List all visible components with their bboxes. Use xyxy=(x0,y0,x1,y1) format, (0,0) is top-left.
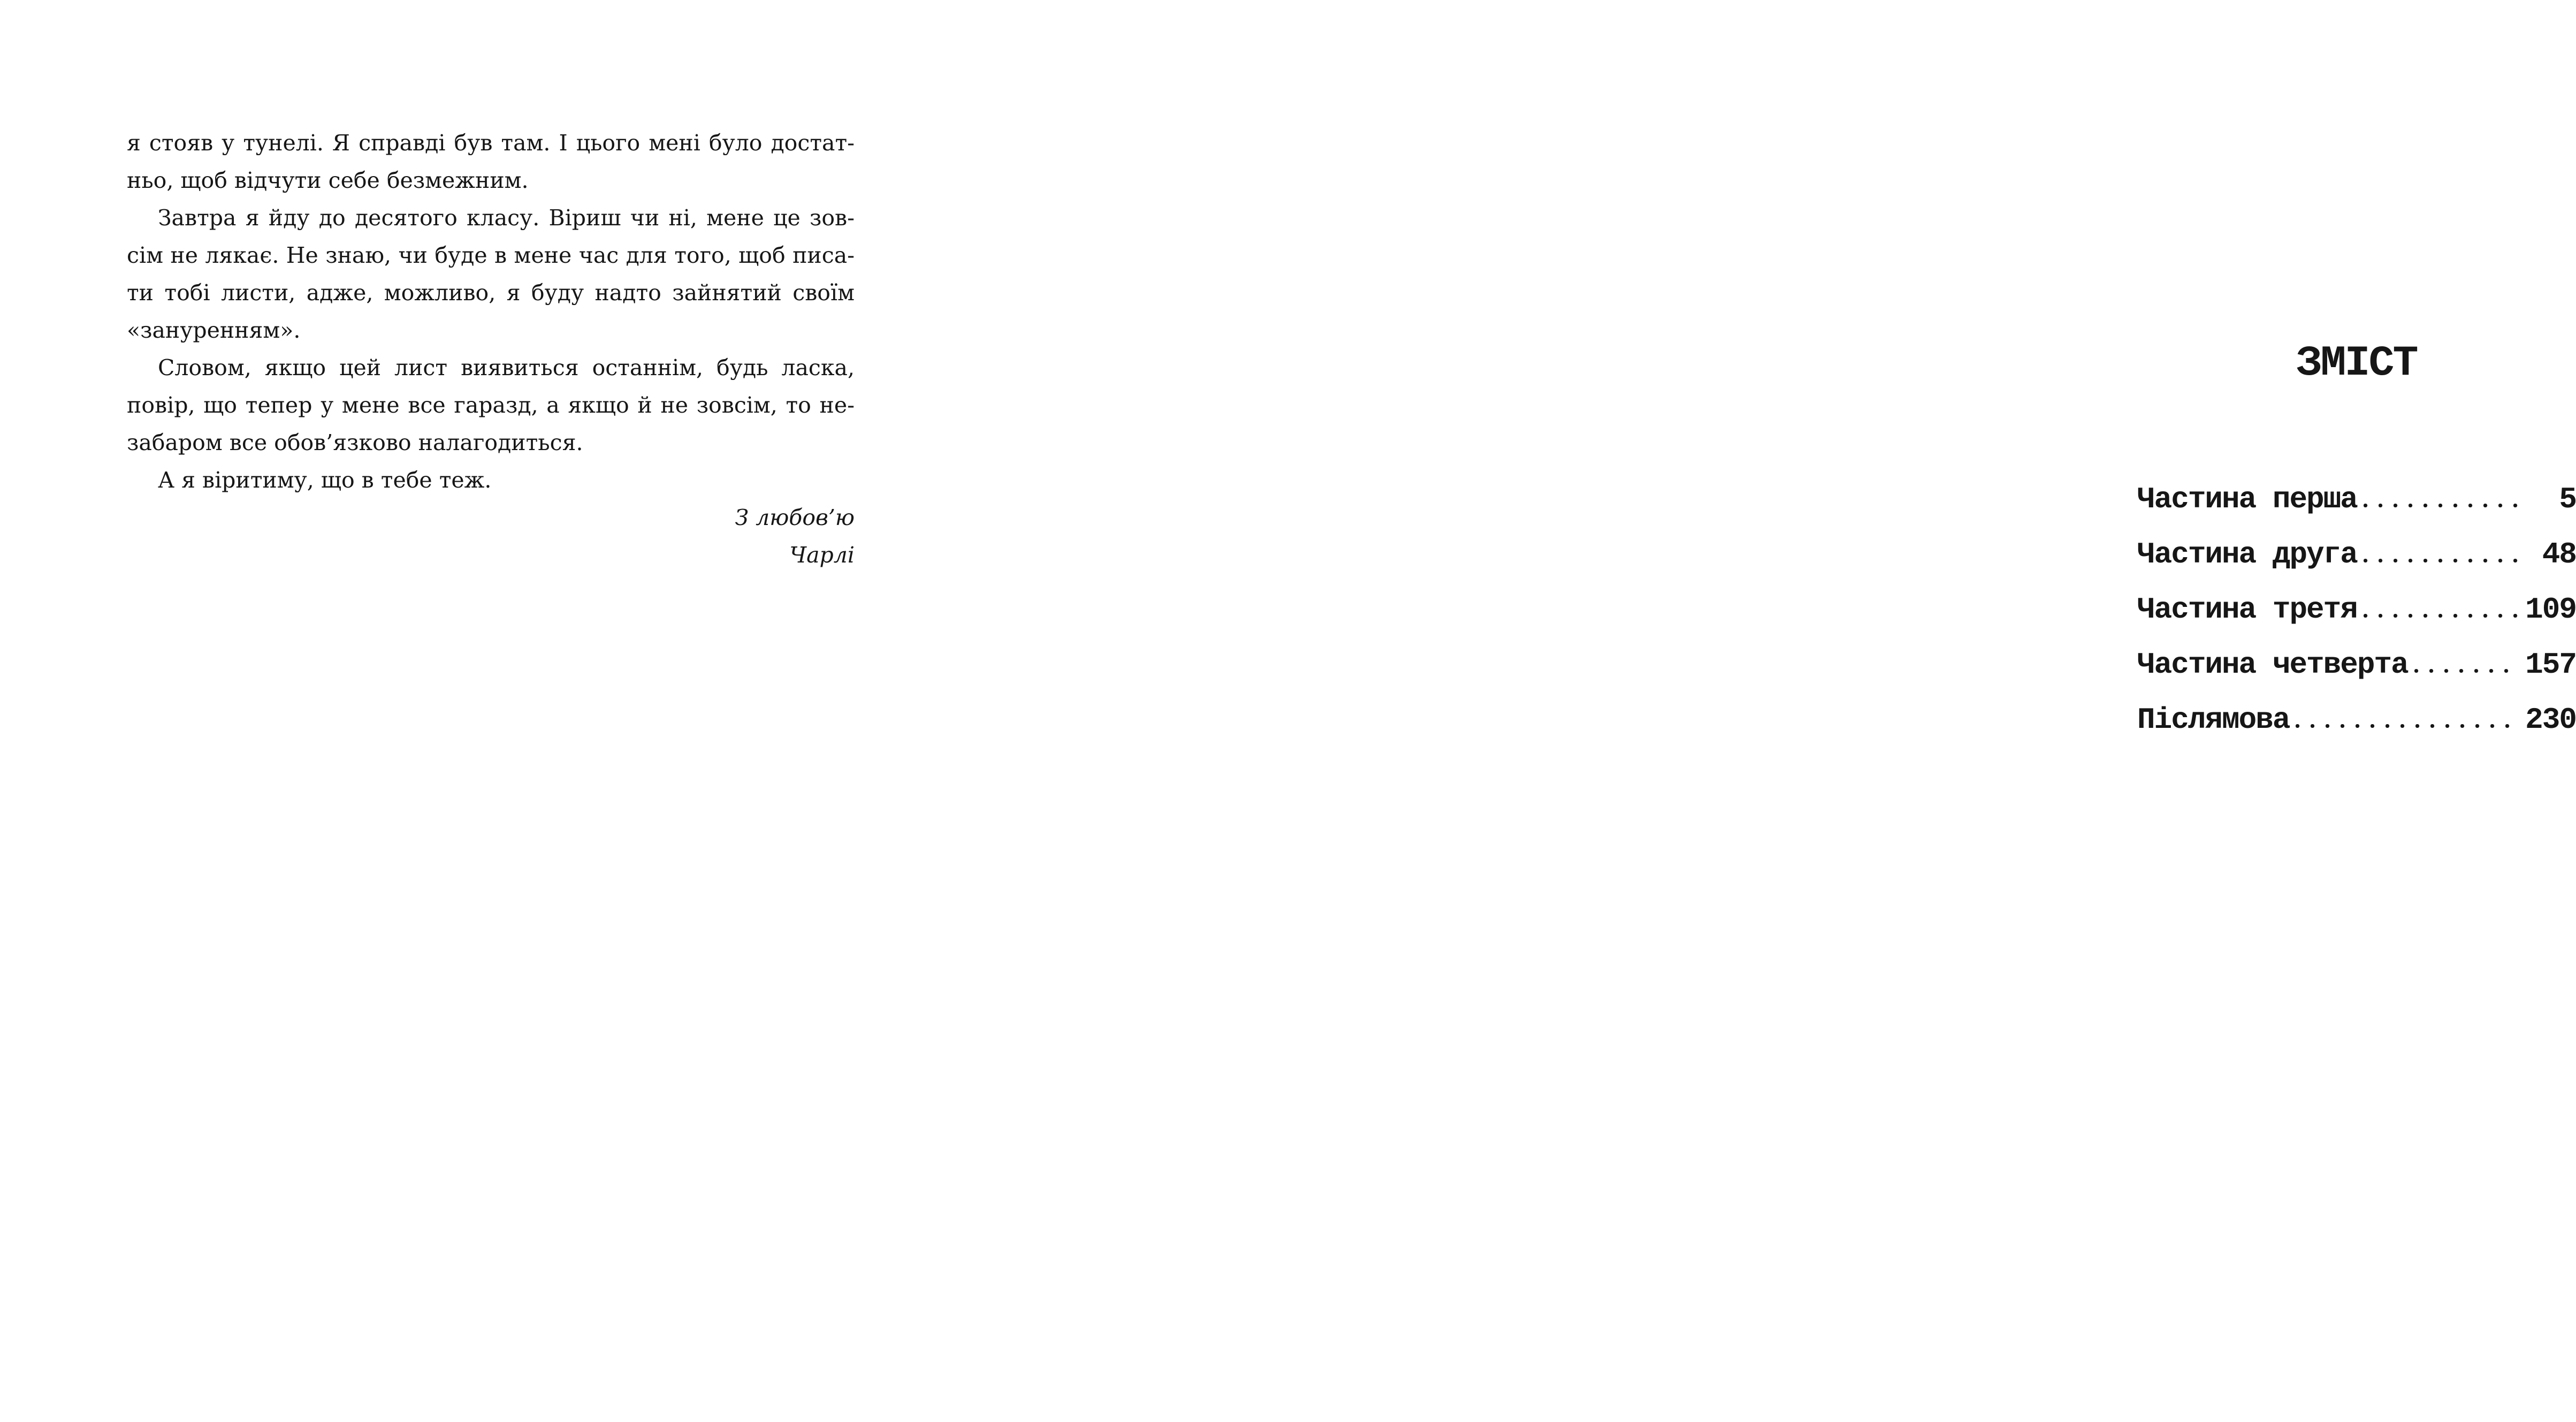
letter-line: я стояв у тунелі. Я справді був там. І цього мені було достат- xyxy=(127,130,855,156)
toc-entry-part-four xyxy=(2137,648,2576,681)
toc-entry-label: Частина третя xyxy=(2137,592,2357,627)
letter-line: Завтра я йду до десятого класу. Віриш чи ні, мене це зов- xyxy=(158,205,855,231)
letter-line: забаром все обов’язково налагодиться. xyxy=(127,430,583,455)
toc-leader-dots xyxy=(2414,669,2519,673)
signature-line-name: Чарлі xyxy=(789,542,855,568)
toc-page-number: 230 xyxy=(2525,703,2576,737)
toc-entry-label: Післямова xyxy=(2137,703,2290,737)
toc-page-number: 48 xyxy=(2542,537,2576,572)
toc-entry-label: Частина перша xyxy=(2137,482,2357,516)
toc-page-number: 157 xyxy=(2525,648,2576,682)
toc-list xyxy=(2137,483,2576,736)
left-page xyxy=(0,0,948,1422)
toc-leader-dots xyxy=(2296,724,2519,728)
toc-leader-dots xyxy=(2364,504,2519,507)
toc-page-number: 109 xyxy=(2525,592,2576,627)
letter-line: ти тобі листи, адже, можливо, я буду надто зайнятий своїм xyxy=(127,280,855,306)
toc-entry-label: Частина друга xyxy=(2137,537,2357,572)
toc-entry-label: Частина четверта xyxy=(2137,648,2408,682)
toc-leader-dots xyxy=(2364,559,2519,562)
toc-leader-dots xyxy=(2364,614,2519,618)
toc-title: ЗМІСТ xyxy=(2296,339,2417,388)
toc-page-number: 5 xyxy=(2559,482,2576,516)
letter-line: Словом, якщо цей лист виявиться останнім, будь ласка, xyxy=(158,355,855,381)
toc-entry-part-three xyxy=(2137,593,2576,626)
right-page xyxy=(948,0,2576,1422)
letter-line: ньо, щоб відчути себе безмежним. xyxy=(127,168,529,193)
letter-line: А я віритиму, що в тебе теж. xyxy=(158,467,492,493)
letter-text-block xyxy=(127,124,855,574)
signature-line-valediction: З любов’ю xyxy=(735,505,855,530)
letter-line: «зануренням». xyxy=(127,317,301,343)
toc-entry-part-one xyxy=(2137,483,2576,516)
toc-entry-afterword xyxy=(2137,703,2576,736)
letter-line: сім не лякає. Не знаю, чи буде в мене час для того, щоб писа- xyxy=(127,242,855,268)
letter-line: повір, що тепер у мене все гаразд, а якщо й не зовсім, то не- xyxy=(127,392,855,418)
toc-entry-part-two xyxy=(2137,538,2576,571)
